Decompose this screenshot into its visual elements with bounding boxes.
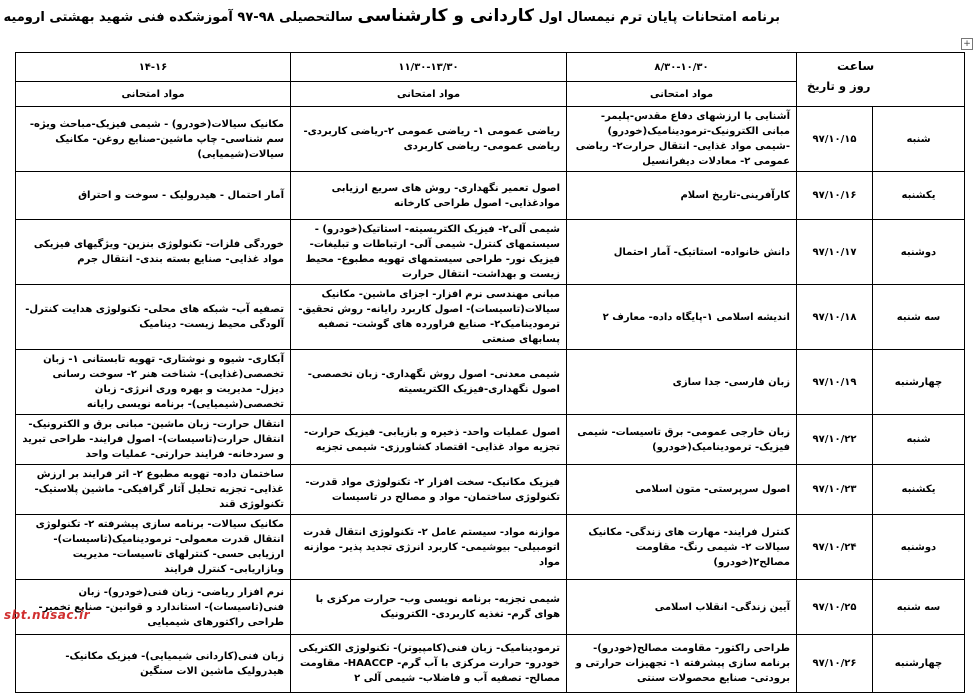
site-watermark: sbt.nusac.ir [4,608,91,622]
date-cell: ۹۷/۱۰/۱۹ [797,350,873,415]
date-cell: ۹۷/۱۰/۱۵ [797,107,873,172]
title-part3: سالتحصیلی ۹۸-۹۷ آموزشکده فنی شهید بهشتی ارومیه [3,10,353,25]
slot2-cell: ریاضی عمومی ۱- ریاضی عمومی ۲-ریاضی کاربردی- ریاضی عمومی- ریاضی کاربردی [291,107,567,172]
slot3-cell: نرم افزار ریاضی- زبان فنی(خودرو)- زبان فنی(تاسیسات)- استاندارد و قوانین- صنایع تخمیر- طراحی راکتورهای شیمیایی [16,580,291,635]
table-row [16,107,965,172]
slot2-cell: ترمودینامیک- زبان فنی(کامپیوتر)- تکنولوژی الکتریکی خودرو- حرارت مرکزی با آب گرم- HAACCP- مقاومت مصالح- تصفیه آب و فاضلاب- شیمی آلی ۲ [291,635,567,693]
slot1-cell: کنترل فرایند- مهارت های زندگی- مکانیک سیالات ۲- شیمی رنگ- مقاومت مصالح۲(خودرو) [567,515,797,580]
time-label: ساعت [837,59,875,73]
table-row [16,580,965,635]
header-corner-cell [797,53,965,107]
slot2-cell: اصول تعمیر نگهداری- روش های سریع ارزیابی موادغذایی- اصول طراحی کارخانه [291,172,567,220]
date-cell: ۹۷/۱۰/۲۳ [797,465,873,515]
slot1-cell: طراحی راکتور- مقاومت مصالح(خودرو)- برنامه سازی پیشرفته ۱- تجهیزات حرارتی و برودتی- صنایع محصولات سنتی [567,635,797,693]
title-part2: کاردانی و کارشناسی [357,6,535,26]
table-row [16,465,965,515]
slot3-subjects-label: مواد امتحانی [16,82,291,107]
slot2-time: ۱۱/۳۰-۱۳/۳۰ [291,53,567,82]
day-cell: شنبه [873,415,965,465]
slot3-time: ۱۴-۱۶ [16,53,291,82]
day-cell: یکشنبه [873,172,965,220]
slot2-cell: مبانی مهندسی نرم افزار- اجزای ماشین- مکانیک سیالات(تاسیسات)- اصول کاربرد رایانه- روش تحقیق- ترمودینامیک۲- صنایع فراورده های گوشت- تصفیه پسابهای صنعتی [291,285,567,350]
day-cell: شنبه [873,107,965,172]
table-row [16,285,965,350]
slot3-cell: آمار احتمال - هیدرولیک - سوخت و احتراق [16,172,291,220]
table-row [16,172,965,220]
slot3-cell: زبان فنی(کاردانی شیمیایی)- فیزیک مکانیک- هیدرولیک ماشین الات سنگین [16,635,291,693]
slot1-cell: کارآفرینی-تاریخ اسلام [567,172,797,220]
day-cell: چهارشنبه [873,350,965,415]
table-row [16,350,965,415]
day-cell: چهارشنبه [873,635,965,693]
table-row [16,220,965,285]
date-cell: ۹۷/۱۰/۱۸ [797,285,873,350]
page-title [3,6,780,28]
slot2-subjects-label: مواد امتحانی [291,82,567,107]
table-row [16,515,965,580]
slot3-cell: مکانیک سیالات- برنامه سازی پیشرفته ۲- تکنولوژی انتقال قدرت معمولی- ترمودینامیک(تاسیسات)- ارزیابی حسی- کنترلهای تاسیسات- مدیریت وبازاریابی- کنترل فرایند [16,515,291,580]
slot1-cell: زبان فارسی- جدا سازی [567,350,797,415]
slot3-cell: تصفیه آب- شبکه های محلی- تکنولوژی هدایت کنترل- آلودگی محیط زیست- دینامیک [16,285,291,350]
move-handle-icon[interactable]: + [961,38,973,50]
slot3-cell: انتقال حرارت- زبان ماشین- مبانی برق و الکترونیک- انتقال حرارت(تاسیسات)- اصول فرایند- طراحی تبرید و سردخانه- فرایند حرارتی- عملیات واحد [16,415,291,465]
slot1-subjects-label: مواد امتحانی [567,82,797,107]
slot2-cell: شیمی آلی۲- فیزیک الکتریسیته- استاتیک(خودرو) - سیستمهای کنترل- شیمی آلی- ارتباطات و تبلیغات-فیزیک نور- طراحی سیستمهای تهویه مطبوع- محیط زیست و بهداشت- انتقال حرارت [291,220,567,285]
slot1-time: ۸/۳۰-۱۰/۳۰ [567,53,797,82]
slot1-cell: دانش خانواده- استاتیک- آمار احتمال [567,220,797,285]
date-cell: ۹۷/۱۰/۲۶ [797,635,873,693]
title-part1: برنامه امتحانات پایان ترم نیمسال اول [538,10,780,25]
day-cell: یکشنبه [873,465,965,515]
date-cell: ۹۷/۱۰/۲۵ [797,580,873,635]
date-cell: ۹۷/۱۰/۲۴ [797,515,873,580]
table-row [16,635,965,693]
day-date-label: روز و تاریخ [807,79,871,93]
slot3-cell: آبکاری- شیوه و نوشتاری- تهویه تابستانی ۱- زبان تخصصی(غذایی)- شناخت هنر ۲- سوخت رسانی دیزل- مدیریت و بهره وری انرژی- زبان تخصصی(شیمیایی)- برنامه نویسی رایانه [16,350,291,415]
slot1-cell: زبان خارجی عمومی- برق تاسیسات- شیمی فیزیک- ترمودینامیک(خودرو) [567,415,797,465]
date-cell: ۹۷/۱۰/۲۲ [797,415,873,465]
slot1-cell: اصول سرپرستی- متون اسلامی [567,465,797,515]
slot1-cell: آشنایی با ارزشهای دفاع مقدس-پلیمر- مبانی الکترونیک-ترمودینامیک(خودرو) -شیمی مواد غذایی- انتقال حرارت۲- ریاضی عمومی ۲- معادلات دیفرانسیل [567,107,797,172]
header-row-times [16,53,965,82]
slot3-cell: ساختمان داده- تهویه مطبوع ۲- اثر فرایند بر ارزش غذایی- تجزیه تحلیل آثار گرافیکی- ماشین پلاستیک- تکنولوژی قند [16,465,291,515]
day-cell: دوشنبه [873,220,965,285]
slot2-cell: شیمی معدنی- اصول روش نگهداری- زبان تخصصی- اصول نگهداری-فیزیک الکتریسیته [291,350,567,415]
slot3-cell: خوردگی فلزات- تکنولوژی بنزین- ویژگیهای فیزیکی مواد غذایی- صنایع بسته بندی- انتقال جرم [16,220,291,285]
exam-schedule-table [15,52,965,693]
slot1-cell: آیین زندگی- انقلاب اسلامی [567,580,797,635]
day-cell: سه شنبه [873,285,965,350]
day-cell: دوشنبه [873,515,965,580]
slot3-cell: مکانیک سیالات(خودرو) - شیمی فیزیک-مباحث ویژه- سم شناسی- چاپ ماشین-صنایع روغن- مکانیک سیالات(شیمیایی) [16,107,291,172]
slot2-cell: اصول عملیات واحد- ذخیره و بازیابی- فیزیک حرارت- تجزیه مواد غذایی- اقتصاد کشاورزی- شیمی تجزیه [291,415,567,465]
slot2-cell: فیزیک مکانیک- سخت افزار ۲- تکنولوژی مواد قدرت- تکنولوژی ساختمان- مواد و مصالح در تاسیسات [291,465,567,515]
day-cell: سه شنبه [873,580,965,635]
slot1-cell: اندیشه اسلامی ۱-پایگاه داده- معارف ۲ [567,285,797,350]
date-cell: ۹۷/۱۰/۱۷ [797,220,873,285]
date-cell: ۹۷/۱۰/۱۶ [797,172,873,220]
slot2-cell: شیمی تجزیه- برنامه نویسی وب- حرارت مرکزی با هوای گرم- تغذیه کاربردی- الکترونیک [291,580,567,635]
table-row [16,415,965,465]
slot2-cell: موازنه مواد- سیستم عامل ۲- تکنولوژی انتقال قدرت اتومبیلی- بیوشیمی- کاربرد انرژی تجدید پذیر- موازنه مواد [291,515,567,580]
